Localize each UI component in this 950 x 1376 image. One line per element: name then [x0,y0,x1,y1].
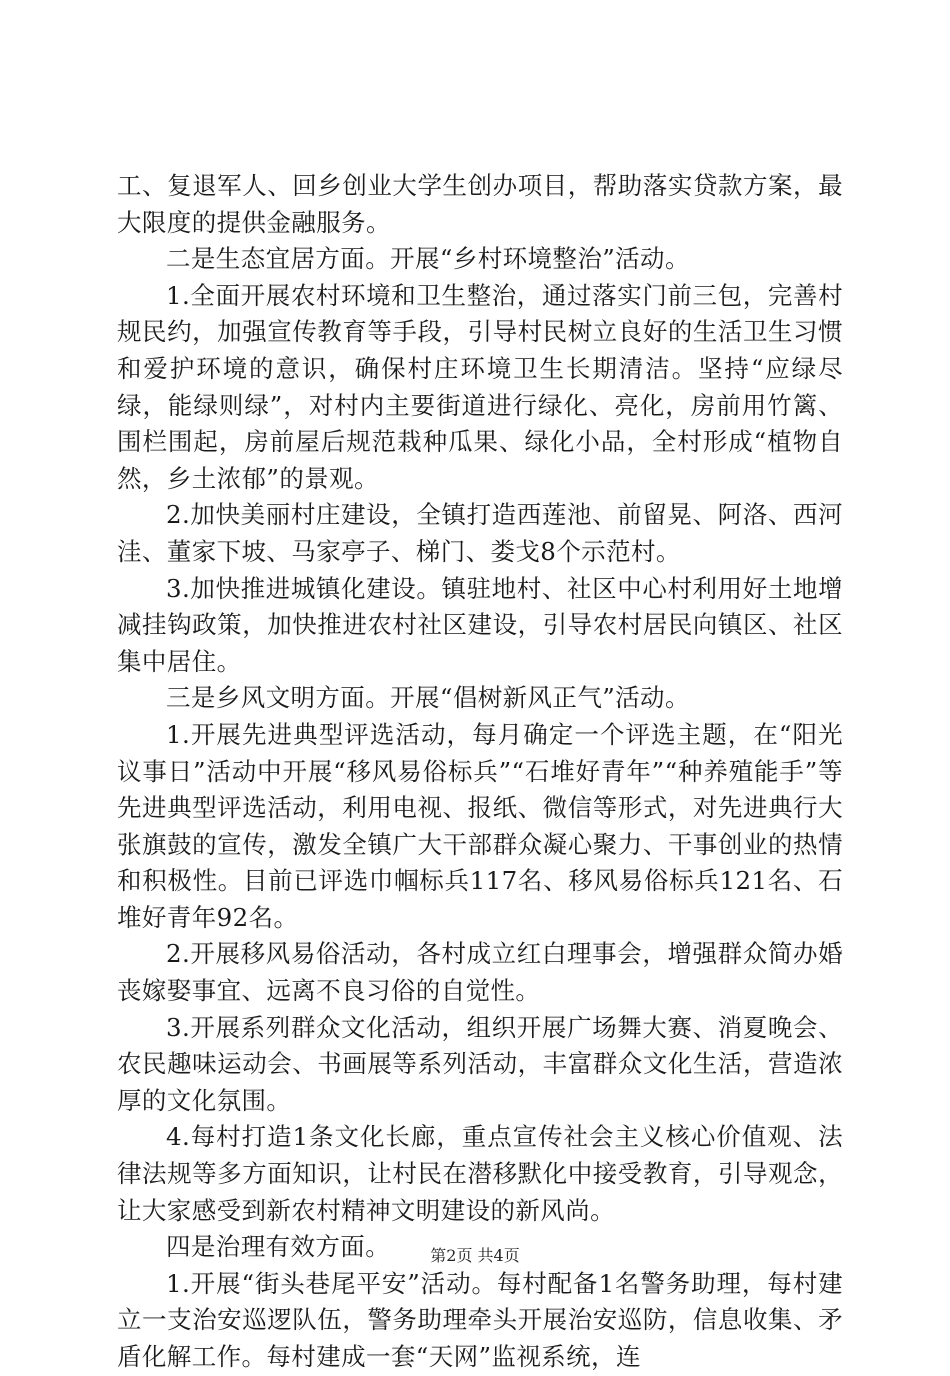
paragraph: 2.开展移风易俗活动，各村成立红白理事会，增强群众简办婚丧嫁娶事宜、远离不良习俗的自觉性。 [117,939,843,1006]
paragraph: 3.开展系列群众文化活动，组织开展广场舞大赛、消夏晚会、农民趣味运动会、书画展等系列活动，丰富群众文化生活，营造浓厚的文化氛围。 [117,1012,843,1115]
paragraph: 1.开展“街头巷尾平安”活动。每村配备1名警务助理，每村建立一支治安巡逻队伍，警务助理牵头开展治安巡防，信息收集、矛盾化解工作。每村建成一套“天网”监视系统，连 [117,1268,843,1371]
paragraph: 工、复退军人、回乡创业大学生创办项目，帮助落实贷款方案，最大限度的提供金融服务。 [117,171,843,237]
paragraph: 1.开展先进典型评选活动，每月确定一个评选主题，在“阳光议事日”活动中开展“移风易俗标兵”“石堆好青年”“种养殖能手”等先进典型评选活动，利用电视、报纸、微信等形式，对先进典行大张旗鼓的宣传，激发全镇广大干部群众凝心聚力、干事创业的热情和积极性。目前已评选巾帼标兵117名、移风易俗标兵121名、石堆好青年92名。 [117,719,843,932]
paragraph: 3.加快推进城镇化建设。镇驻地村、社区中心村利用好土地增减挂钩政策，加快推进农村社区建设，引导农村居民向镇区、社区集中居住。 [117,573,843,676]
paragraph: 1.全面开展农村环境和卫生整治，通过落实门前三包，完善村规民约，加强宣传教育等手段，引导村民树立良好的生活卫生习惯和爱护环境的意识，确保村庄环境卫生长期清洁。坚持“应绿尽绿，能绿则绿”，对村内主要街道进行绿化、亮化，房前用竹篱、围栏围起，房前屋后规范栽种瓜果、绿化小品，全村形成“植物自然，乡土浓郁”的景观。 [117,280,843,493]
paragraph: 四是治理有效方面。 [166,1232,391,1262]
paragraph: 4.每村打造1条文化长廊，重点宣传社会主义核心价值观、法律法规等多方面知识，让村民在潜移默化中接受教育，引导观念，让大家感受到新农村精神文明建设的新风尚。 [117,1122,843,1225]
page-number-footer: 第2页 共4页 [430,1246,520,1265]
document-body [117,168,843,1376]
paragraph: 二是生态宜居方面。开展“乡村环境整治”活动。 [166,244,690,274]
paragraph: 2.加快美丽村庄建设，全镇打造西莲池、前留晃、阿洛、西河洼、董家下坡、马家亭子、梯门、娄戈8个示范村。 [117,500,843,566]
paragraph: 三是乡风文明方面。开展“倡树新风正气”活动。 [166,683,690,713]
